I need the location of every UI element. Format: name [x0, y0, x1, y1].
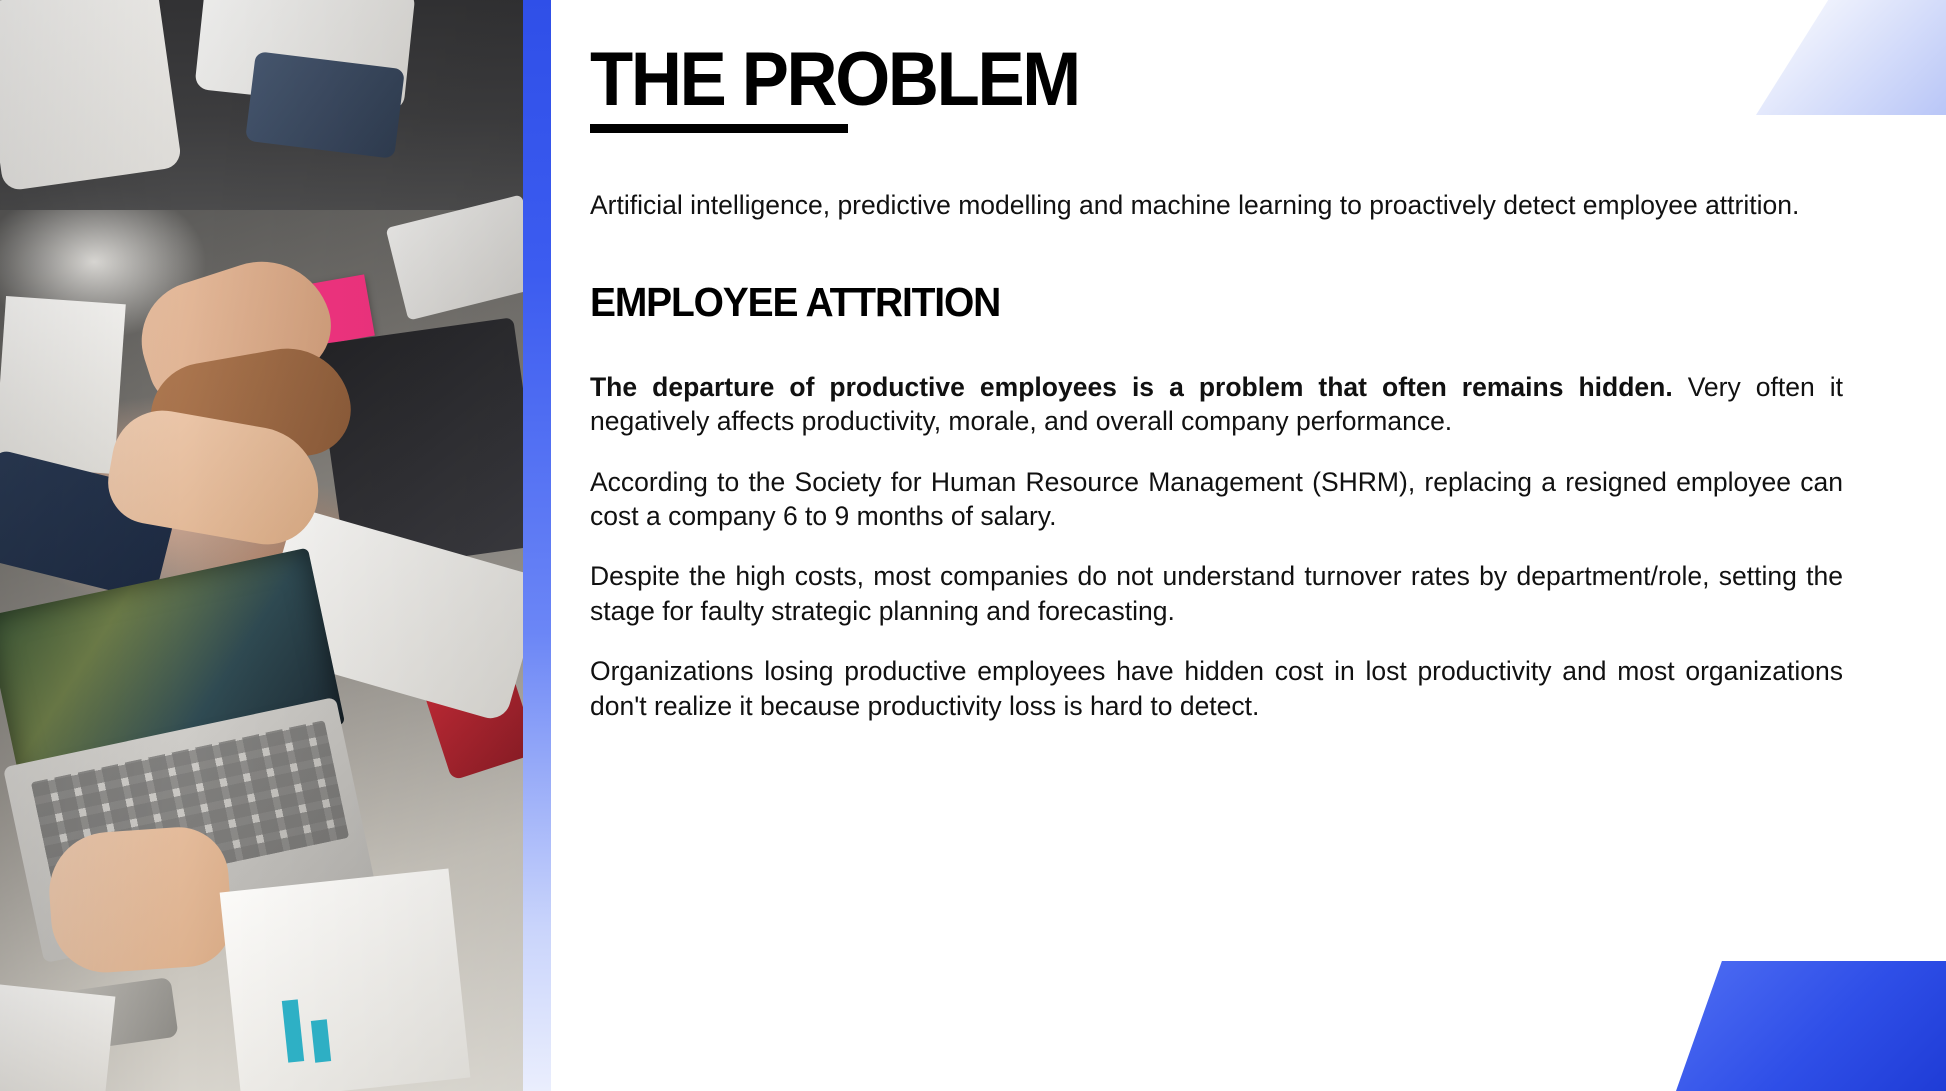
- title-underline: [590, 124, 848, 133]
- page-title: THE PROBLEM: [590, 37, 1079, 122]
- paragraph-3: [590, 559, 1843, 628]
- photo-vignette: [0, 0, 523, 1091]
- paragraph-2-text: According to the Society for Human Resource Management (SHRM), replacing a resigned employee can cost a company 6 to 9 months of salary.: [590, 466, 1843, 532]
- paragraph-2: [590, 465, 1843, 534]
- team-photo: [0, 0, 523, 1091]
- slide-content: [590, 0, 1852, 1091]
- blue-divider-bar: [523, 0, 551, 1091]
- lead-paragraph: Artificial intelligence, predictive modelling and machine learning to proactively detect employee attrition.: [590, 189, 1800, 220]
- paragraph-4: [590, 654, 1843, 723]
- paragraph-1: [590, 370, 1843, 439]
- body-text-block: [590, 370, 1843, 724]
- paragraph-3-text: Despite the high costs, most companies do not understand turnover rates by department/role, setting the stage for faulty strategic planning and forecasting.: [590, 561, 1843, 626]
- paragraph-1-text: Very often it negatively affects productivity, morale, and overall company performance.: [590, 371, 1843, 437]
- paragraph-4-text: Organizations losing productive employees have hidden cost in lost productivity and most organizations don't realize it because productivity loss is hard to detect.: [590, 656, 1843, 721]
- paragraph-1-bold: The departure of productive employees is a problem that often remains hidden.: [590, 371, 1673, 402]
- section-subtitle: EMPLOYEE ATTRITION: [590, 278, 1001, 325]
